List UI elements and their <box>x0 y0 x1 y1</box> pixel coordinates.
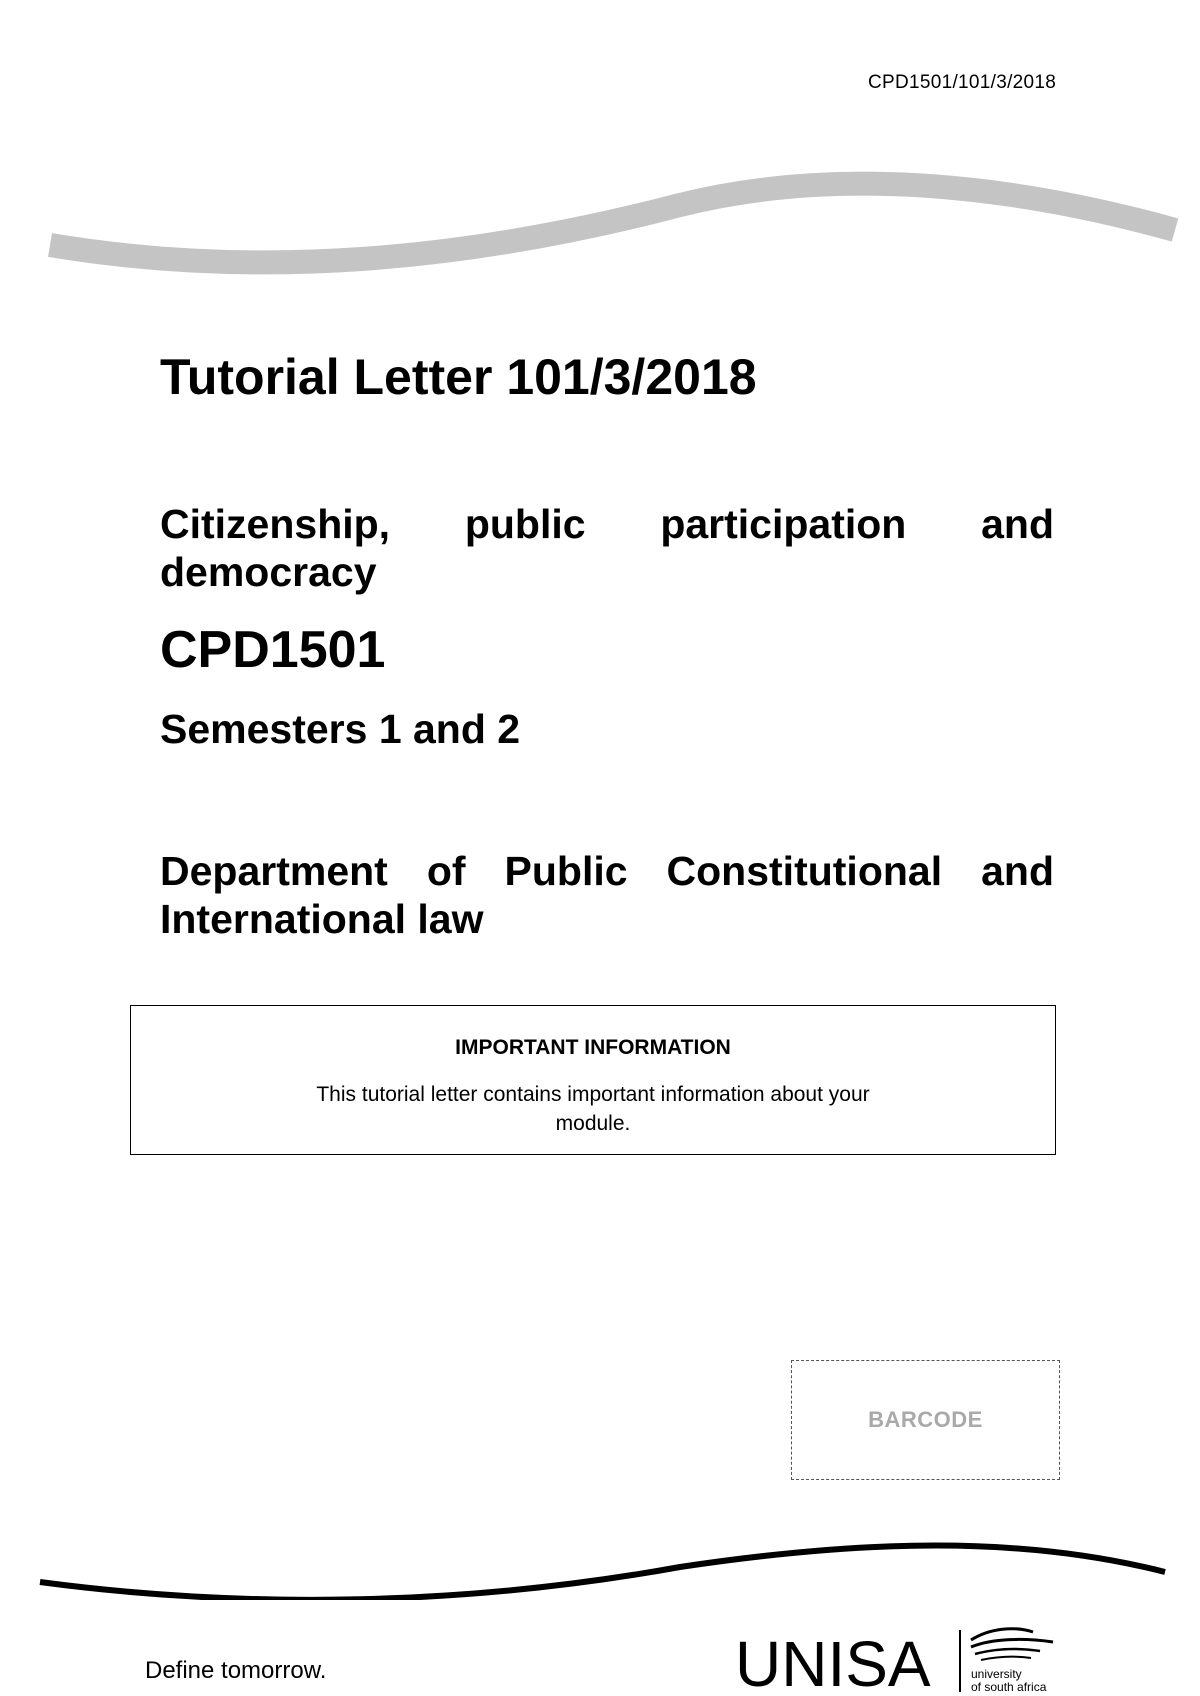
tagline: Define tomorrow. <box>145 1657 327 1684</box>
logo-line-2: of south africa <box>971 1680 1047 1692</box>
barcode-label: BARCODE <box>868 1407 983 1432</box>
module-code: CPD1501 <box>160 621 386 679</box>
info-text: This tutorial letter contains important information about your module. <box>316 1083 870 1135</box>
barcode-placeholder <box>791 1360 1060 1480</box>
semesters-label: Semesters 1 and 2 <box>160 706 521 752</box>
important-information-box <box>130 1005 1056 1155</box>
logo-line-1: university <box>971 1667 1022 1681</box>
decorative-top-wave <box>0 170 1200 310</box>
info-heading: IMPORTANT INFORMATION <box>455 1036 731 1059</box>
document-code: CPD1501/101/3/2018 <box>868 72 1057 93</box>
page-title: Tutorial Letter 101/3/2018 <box>160 349 757 405</box>
unisa-logo <box>735 1610 1065 1692</box>
department-name: Department of Public Constitutional and International law <box>160 848 1054 942</box>
module-title: Citizenship, public participation and democracy <box>160 501 1054 595</box>
logo-wordmark: UNISA <box>735 1628 931 1692</box>
decorative-bottom-wave <box>0 1520 1200 1600</box>
